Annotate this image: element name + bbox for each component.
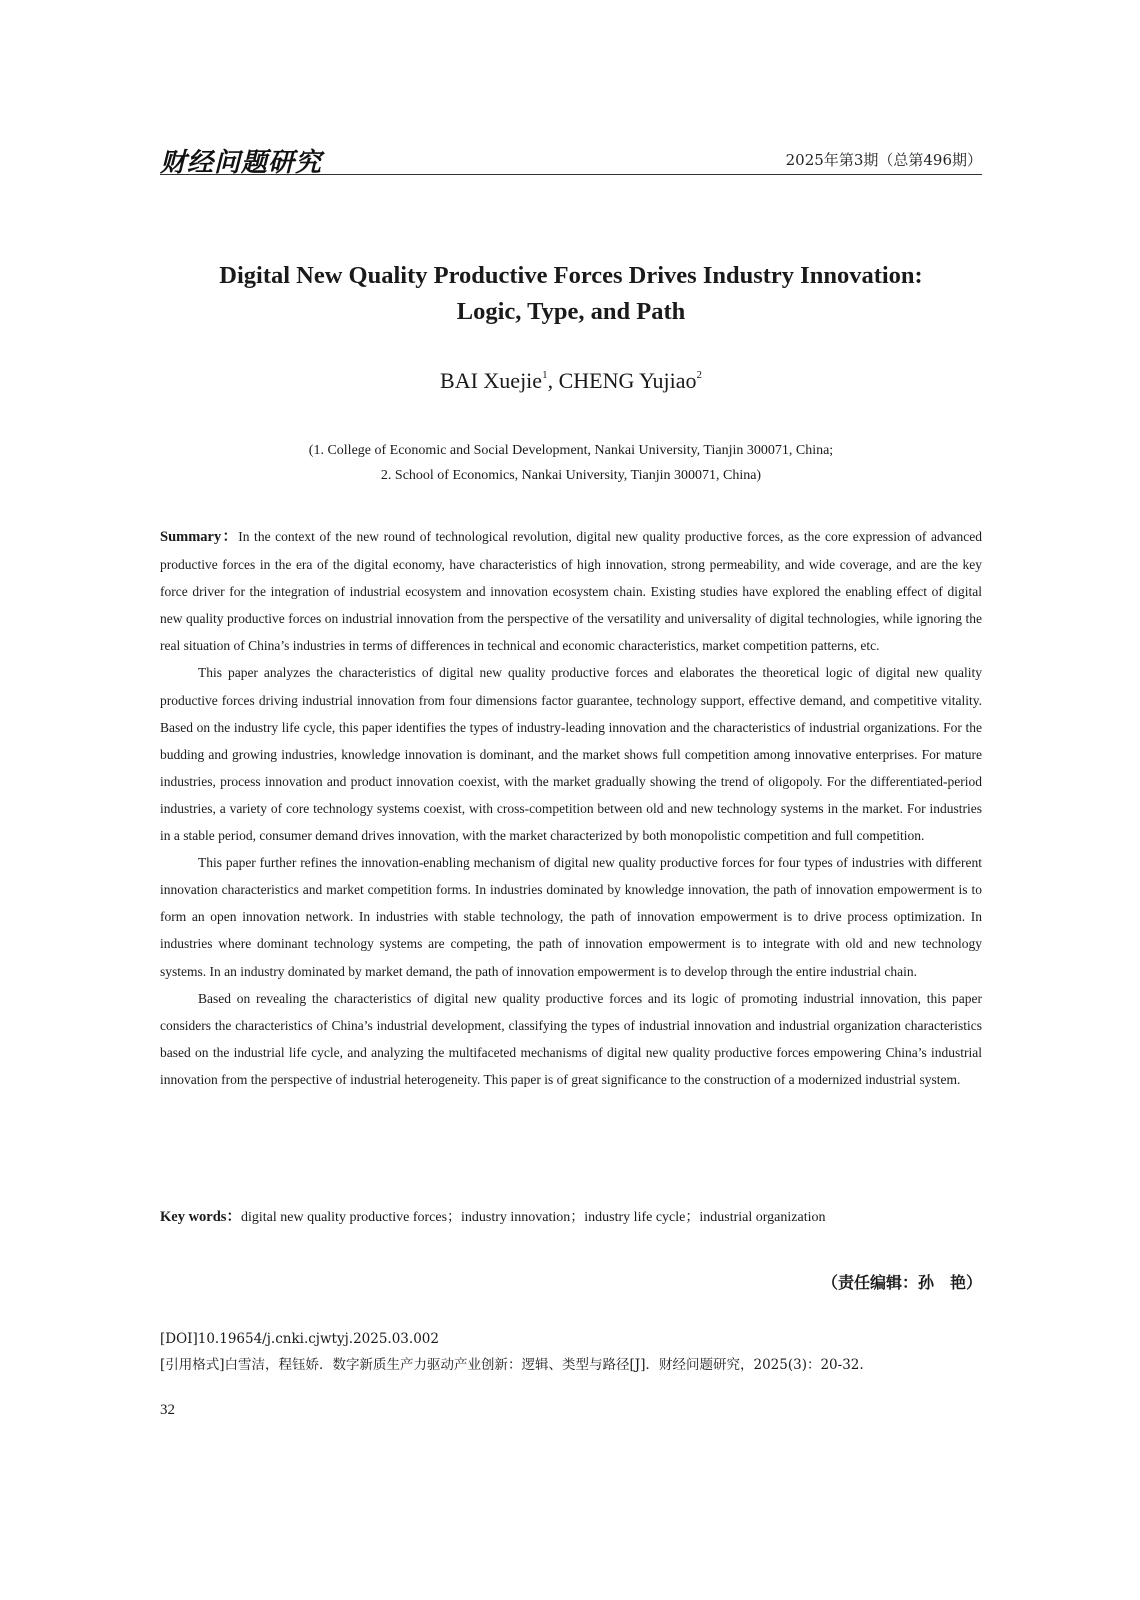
keywords [160,1205,982,1230]
author-name: BAI Xuejie [440,368,543,393]
paper-title [160,258,982,330]
author-affiliation-mark: 2 [696,369,702,381]
title-line-2: Logic, Type, and Path [456,298,686,325]
responsible-editor: （责任编辑：孙 艳） [821,1273,982,1292]
affiliation-line: (1. College of Economic and Social Development, Nankai University, Tianjin 300071, China; [308,443,834,458]
summary-paragraph [160,523,982,659]
keywords-text: digital new quality productive forces；industry innovation；industry life cycle；industrial organization [240,1210,826,1225]
summary-label: Summary： [160,529,239,545]
summary-text: In the context of the new round of technological revolution, digital new quality productive forces, as the core expression of advanced productive forces in the era of the digital economy, have characteristics of high innovation, strong permeability, and wide coverage, and are the key force driver for the integration of industrial ecosystem and innovation ecosystem chain. Existing studies have explored the enabling effect of digital new quality productive forces on industrial innovation from the perspective of the versatility and universality of digital technologies, while ignoring the real situation of China’s industries in terms of differences in technical and economic characteristics, market competition patterns, etc. [160,529,982,654]
author-name: CHENG Yujiao [558,368,697,393]
summary-section [160,523,982,1093]
keywords-label: Key words： [160,1209,241,1225]
summary-paragraph: This paper further refines the innovation-enabling mechanism of digital new quality productive forces for four types of industries with different innovation characteristics and market competition forms. In industries dominated by knowledge innovation, the path of innovation empowerment is to form an open innovation network. In industries with stable technology, the path of innovation empowerment is to drive process optimization. In industries where dominant technology systems are competing, the path of innovation empowerment is to integrate with old and new technology systems. In an industry dominated by market demand, the path of innovation empowerment is to develop through the entire industrial chain. [160,855,982,979]
summary-paragraph: This paper analyzes the characteristics of digital new quality productive forces and elaborates the theoretical logic of digital new quality productive forces driving industrial innovation from four dimensions factor guarantee, technology support, effective demand, and competitive vitality. Based on the industry life cycle, this paper identifies the types of industry-leading innovation and the characteristics of industrial organizations. For the budding and growing industries, knowledge innovation is dominant, and the market shows full competition among innovative enterprises. For mature industries, process innovation and product innovation coexist, with the market gradually showing the trend of oligopoly. For the differentiated-period industries, a variety of core technology systems coexist, with cross-competition between old and new technology systems in the market. For industries in a stable period, consumer demand drives innovation, with the market characterized by both monopolistic competition and full competition. [160,665,982,844]
journal-logo: 财经问题研究 [160,148,323,178]
author-separator: , [547,368,559,393]
affiliations [160,438,982,488]
summary-paragraph: Based on revealing the characteristics of digital new quality productive forces and its logic of promoting industrial innovation, this paper considers the characteristics of China’s industrial development, classifying the types of industrial innovation and industrial organization characteristics based on the industrial life cycle, and analyzing the multifaceted mechanisms of digital new quality productive forces empowering China’s industrial innovation from the perspective of industrial heterogeneity. This paper is of great significance to the construction of a modernized industrial system. [160,990,982,1087]
citation-info [160,1326,982,1378]
author-affiliation-mark: 1 [542,369,548,381]
page-number: 32 [160,1402,175,1418]
running-header [160,140,982,178]
citation-format-line: [引用格式]白雪洁，程钰娇．数字新质生产力驱动产业创新：逻辑、类型与路径[J]．财经问题研究，2025(3)：20-32. [160,1357,864,1373]
issue-info: 2025年第3期（总第496期） [785,151,982,169]
affiliation-line: 2. School of Economics, Nankai University, Tianjin 300071, China) [380,468,762,483]
doi-line: [DOI]10.19654/j.cnki.cjwtyj.2025.03.002 [160,1331,439,1347]
title-line-1: Digital New Quality Productive Forces Drives Industry Innovation: [219,262,923,289]
author-list [160,368,982,394]
